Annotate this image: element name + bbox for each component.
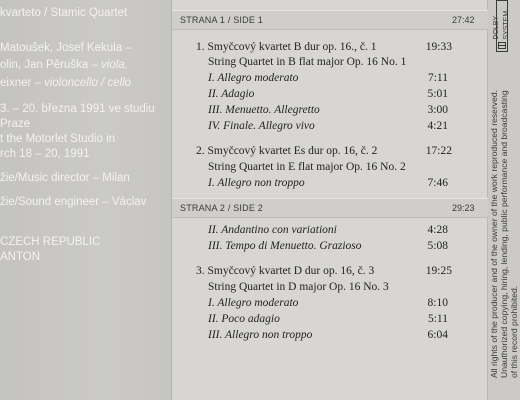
work-2-mvt-1: I. Allegro non troppo: [208, 177, 305, 189]
credits-line-recorded-en: t the Motorlet Studio in: [0, 133, 116, 145]
dolby-logo: [493, 0, 510, 52]
work-3-mvt-1: I. Allegro moderato: [208, 297, 299, 309]
work-1-time: 19:33: [425, 41, 452, 53]
work-3-time: 19:25: [425, 265, 452, 277]
work-3-mvt-1-time: 8:10: [427, 297, 448, 309]
work-1-mvt-4-time: 4:21: [427, 120, 448, 132]
side1-total-time: 27:42: [452, 15, 475, 25]
work-1-title: 1. Smyčcový kvartet B dur op. 16., č. 1: [196, 41, 377, 53]
rights-line-3: of this record prohibited.: [509, 285, 519, 378]
credits-line-recorded-place: Praze: [0, 118, 31, 130]
work-2-mvt-3-time: 5:08: [427, 240, 448, 252]
credits-line-country: CZECH REPUBLIC: [0, 236, 101, 248]
work-1-mvt-2: II. Adagio: [208, 88, 255, 100]
work-3-subtitle: String Quartet in D major Op. 16 No. 3: [208, 281, 389, 293]
work-1-subtitle: String Quartet in B flat major Op. 16 No. 1: [208, 56, 407, 68]
dolby-label: DOLBY SYSTEM: [493, 10, 510, 40]
work-2-mvt-1-time: 7:46: [427, 177, 448, 189]
side1-header: STRANA 1 / SIDE 1: [180, 15, 263, 25]
rights-text: [489, 58, 519, 378]
work-2-subtitle: String Quartet in E flat major Op. 16 No. 2: [208, 161, 406, 173]
work-2-title: 2. Smyčcový kvartet Es dur op. 16, č. 2: [196, 145, 378, 157]
credits-line-music-director: žie/Music director – Milan: [0, 172, 130, 184]
credits-line-recorded-cz: 3. – 20. března 1991 ve studiu: [0, 103, 155, 115]
credits-line-players-1: Matoušek, Josef Kekula –: [0, 42, 132, 54]
credits-line-players-3: eixner – violoncello / cello: [0, 77, 132, 89]
work-1-mvt-2-time: 5:01: [427, 88, 448, 100]
work-1-mvt-4: IV. Finale. Allegro vivo: [208, 120, 315, 132]
work-3-mvt-2: II. Poco adagio: [208, 313, 280, 325]
rights-line-2: Unauthorized copying, hiring, lending, public performance and broadcasting: [499, 90, 509, 378]
rights-line-1: All rights of the producer and of the owner of the work reproduced reserved.: [489, 89, 499, 378]
credits-panel: [0, 0, 172, 400]
tracklist-panel: [172, 0, 488, 400]
work-3-title: 3. Smyčcový kvartet D dur op. 16, č. 3: [196, 265, 375, 277]
dolby-double-d-icon: [498, 42, 506, 49]
work-2-mvt-3: III. Tempo di Menuetto. Grazioso: [208, 240, 362, 252]
work-1-mvt-1-time: 7:11: [427, 72, 448, 84]
side2-total-time: 29:23: [452, 203, 475, 213]
rights-rotated: [488, 0, 520, 400]
credits-line-ensemble: kvarteto / Stamic Quartet: [0, 7, 128, 19]
work-3-mvt-3-time: 6:04: [427, 329, 448, 341]
work-1-mvt-3-time: 3:00: [427, 104, 448, 116]
credits-line-recorded-date: rch 18 – 20, 1991: [0, 148, 90, 160]
work-1-mvt-3: III. Menuetto. Allegretto: [208, 104, 320, 116]
credits-line-label: ANTON: [0, 251, 41, 263]
credits-line-players-2: olin, Jan Pěruška – viola,: [0, 59, 128, 71]
work-2-time: 17:22: [425, 145, 452, 157]
work-3-mvt-3: III. Allegro non troppo: [208, 329, 313, 341]
rights-strip: [488, 0, 520, 400]
work-2-mvt-2: II. Andantino con variationi: [208, 224, 337, 236]
work-1-mvt-1: I. Allegro moderato: [208, 72, 299, 84]
side2-header: STRANA 2 / SIDE 2: [180, 203, 263, 213]
work-3-mvt-2-time: 5:11: [427, 313, 448, 325]
work-2-mvt-2-time: 4:28: [427, 224, 448, 236]
credits-line-sound-engineer: žie/Sound engineer – Václav: [0, 196, 147, 208]
